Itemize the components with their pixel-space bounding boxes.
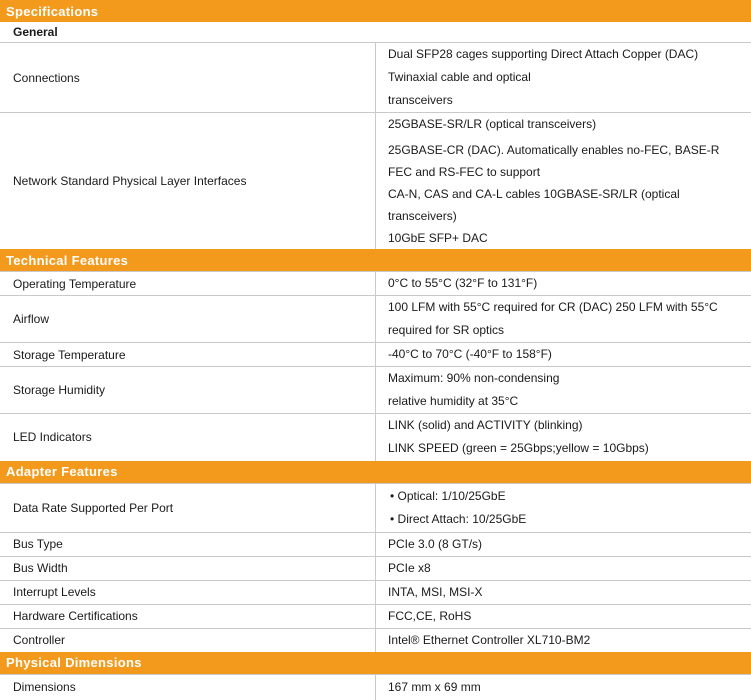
row-label: Hardware Certifications <box>0 604 376 628</box>
subsection-title: General <box>0 22 751 43</box>
subsection-general <box>0 22 751 43</box>
row-hardware-certifications <box>0 604 751 628</box>
row-value: PCIe 3.0 (8 GT/s) <box>376 532 751 556</box>
row-label: Storage Humidity <box>0 367 376 414</box>
row-led-indicators <box>0 414 751 461</box>
value-line: 25GBASE-SR/LR (optical transceivers) <box>388 113 745 135</box>
row-bus-width <box>0 556 751 580</box>
section-header-technical-features <box>0 249 751 272</box>
row-label: Data Rate Supported Per Port <box>0 483 376 532</box>
row-network-standard <box>0 113 751 250</box>
section-title: Technical Features <box>0 249 751 272</box>
value-line: LINK (solid) and ACTIVITY (blinking) <box>388 414 745 437</box>
value-line: 10GbE SFP+ DAC <box>388 227 745 249</box>
row-label: Interrupt Levels <box>0 580 376 604</box>
value-line: Dual SFP28 cages supporting Direct Attach Copper (DAC) Twinaxial cable and optical <box>388 43 745 89</box>
row-value <box>376 483 751 532</box>
row-value: INTA, MSI, MSI-X <box>376 580 751 604</box>
section-header-adapter-features <box>0 461 751 484</box>
bullet-item: • Direct Attach: 10/25GbE <box>388 508 745 531</box>
row-storage-temperature <box>0 343 751 367</box>
row-label: Airflow <box>0 296 376 343</box>
row-value: 167 mm x 69 mm <box>376 674 751 700</box>
row-value: PCIe x8 <box>376 556 751 580</box>
row-label: Network Standard Physical Layer Interfaces <box>0 113 376 250</box>
row-value <box>376 43 751 113</box>
row-label: Controller <box>0 628 376 652</box>
row-dimensions <box>0 674 751 700</box>
row-label: Bus Width <box>0 556 376 580</box>
bullet-item: • Optical: 1/10/25GbE <box>388 485 745 508</box>
value-line: 25GBASE-CR (DAC). Automatically enables no-FEC, BASE-R FEC and RS-FEC to support <box>388 139 745 183</box>
row-data-rate <box>0 483 751 532</box>
row-airflow <box>0 296 751 343</box>
row-controller <box>0 628 751 652</box>
row-bus-type <box>0 532 751 556</box>
section-header-specifications <box>0 0 751 22</box>
row-storage-humidity <box>0 367 751 414</box>
value-line: CA-N, CAS and CA-L cables 10GBASE-SR/LR (optical transceivers) <box>388 183 745 227</box>
row-label: Connections <box>0 43 376 113</box>
value-line: LINK SPEED (green = 25Gbps;yellow = 10Gbps) <box>388 437 745 460</box>
row-label: Operating Temperature <box>0 272 376 296</box>
row-connections <box>0 43 751 113</box>
value-line: relative humidity at 35°C <box>388 390 745 413</box>
section-title: Specifications <box>0 0 751 22</box>
row-value: FCC,CE, RoHS <box>376 604 751 628</box>
section-title: Adapter Features <box>0 461 751 484</box>
row-value <box>376 414 751 461</box>
row-value: 100 LFM with 55°C required for CR (DAC) 250 LFM with 55°C required for SR optics <box>376 296 751 343</box>
row-label: Bus Type <box>0 532 376 556</box>
row-value: 0°C to 55°C (32°F to 131°F) <box>376 272 751 296</box>
row-value <box>376 367 751 414</box>
section-title: Physical Dimensions <box>0 652 751 675</box>
row-value <box>376 113 751 250</box>
value-line: transceivers <box>388 89 745 112</box>
row-operating-temperature <box>0 272 751 296</box>
row-label: Dimensions <box>0 674 376 700</box>
row-value: -40°C to 70°C (-40°F to 158°F) <box>376 343 751 367</box>
value-line: Maximum: 90% non-condensing <box>388 367 745 390</box>
row-value: Intel® Ethernet Controller XL710-BM2 <box>376 628 751 652</box>
row-label: LED Indicators <box>0 414 376 461</box>
row-label: Storage Temperature <box>0 343 376 367</box>
section-header-physical-dimensions <box>0 652 751 675</box>
row-interrupt-levels <box>0 580 751 604</box>
